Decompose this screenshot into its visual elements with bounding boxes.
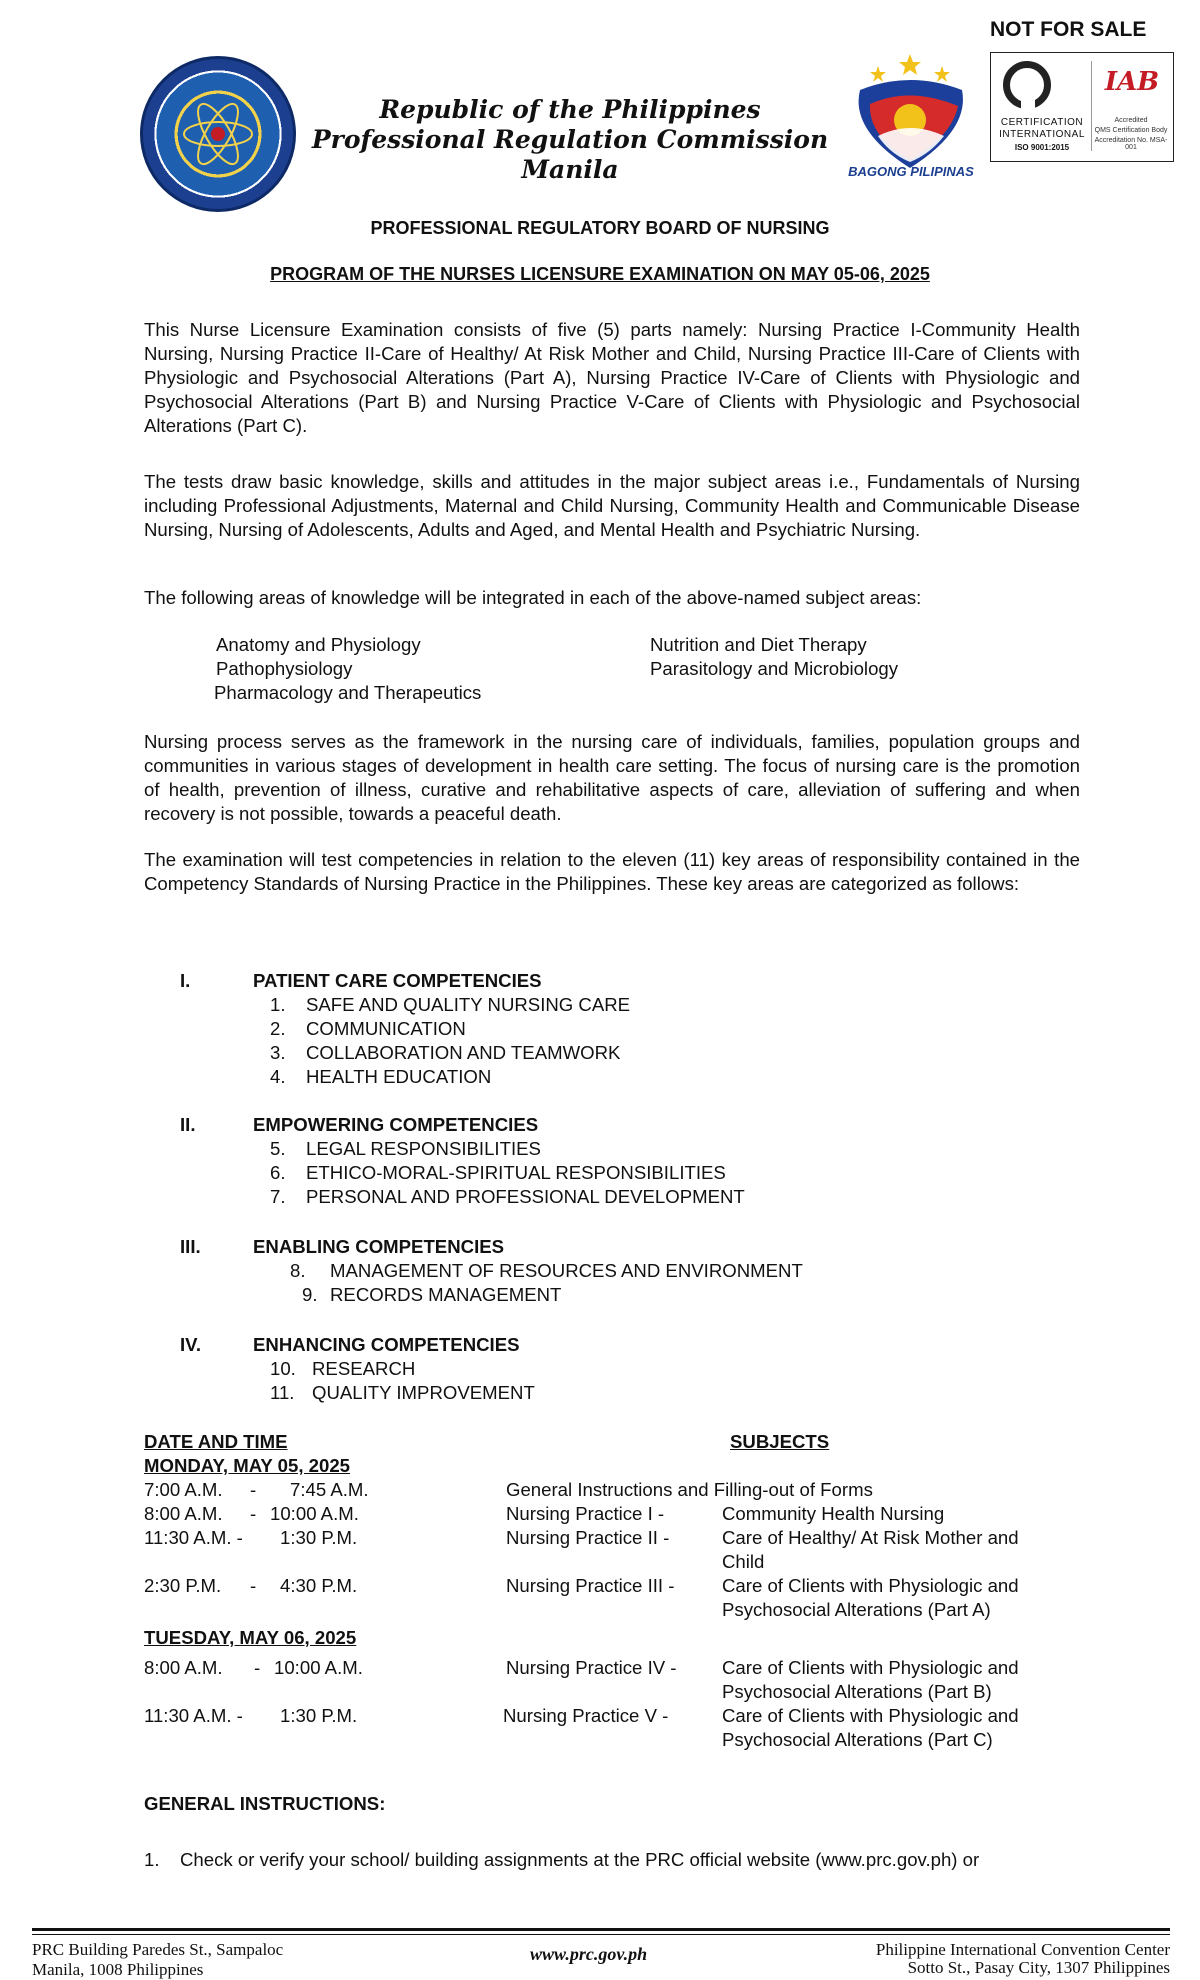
subjects-header: SUBJECTS [730, 1431, 830, 1452]
competency-numeral: I. [180, 970, 191, 991]
board-title: PROFESSIONAL REGULATORY BOARD OF NURSING [370, 218, 830, 238]
competency-item-number: 4. [270, 1066, 286, 1087]
knowledge-area-item: Anatomy and Physiology [216, 634, 421, 655]
footer-address-right-1: Philippine International Convention Center [875, 1940, 1170, 1959]
subject-description: Care of Healthy/ At Risk Mother and [722, 1527, 1019, 1548]
time-separator: - [250, 1479, 257, 1500]
competency-item: PERSONAL AND PROFESSIONAL DEVELOPMENT [306, 1186, 745, 1207]
time-separator: - [254, 1657, 261, 1678]
iso-certification-badge [990, 52, 1174, 162]
knowledge-area-item: Pharmacology and Therapeutics [214, 682, 482, 703]
day-1-heading: MONDAY, MAY 05, 2025 [144, 1455, 351, 1476]
competency-category: ENABLING COMPETENCIES [253, 1236, 505, 1257]
footer-address-left-1: PRC Building Paredes St., Sampaloc [32, 1940, 284, 1959]
competency-item-number: 7. [270, 1186, 286, 1207]
time-end: 7:45 A.M. [290, 1479, 369, 1500]
subject-description-cont: Psychosocial Alterations (Part B) [722, 1681, 992, 1702]
subject-description: Care of Clients with Physiologic and [722, 1705, 1019, 1726]
competency-item: SAFE AND QUALITY NURSING CARE [306, 994, 631, 1015]
header-title-block [300, 95, 840, 185]
footer-rule [32, 1928, 1170, 1931]
competency-numeral: II. [180, 1114, 196, 1135]
iab-logo: IAB [1104, 67, 1160, 97]
competency-item: HEALTH EDUCATION [306, 1066, 492, 1087]
competency-category: EMPOWERING COMPETENCIES [253, 1114, 539, 1135]
iab-qms: QMS Certification Body [1094, 127, 1168, 134]
time-end: 10:00 A.M. [270, 1503, 359, 1524]
subject-description-cont: Psychosocial Alterations (Part C) [722, 1729, 993, 1750]
time-start: 2:30 P.M. [144, 1575, 222, 1596]
footer-website-link[interactable]: www.prc.gov.ph [530, 1944, 648, 1964]
competency-item: COMMUNICATION [306, 1018, 466, 1039]
cert-line-1: CERTIFICATION [1000, 117, 1084, 128]
general-instructions-heading: GENERAL INSTRUCTIONS: [144, 1793, 386, 1814]
time-separator: - [250, 1503, 257, 1524]
subject-description-cont: Psychosocial Alterations (Part A) [722, 1599, 991, 1620]
time-end: 1:30 P.M. [280, 1705, 358, 1726]
competency-category: ENHANCING COMPETENCIES [253, 1334, 520, 1355]
subject-description: Care of Clients with Physiologic and [722, 1657, 1019, 1678]
subject-name: Nursing Practice IV - [506, 1657, 677, 1678]
header-line-manila: Manila [521, 155, 619, 184]
time-start: 8:00 A.M. [144, 1503, 223, 1524]
competency-item: ETHICO-MORAL-SPIRITUAL RESPONSIBILITIES [306, 1162, 726, 1183]
competency-item: LEGAL RESPONSIBILITIES [306, 1138, 541, 1159]
time-end: 4:30 P.M. [280, 1575, 358, 1596]
competency-item-number: 1. [270, 994, 286, 1015]
time-end: 1:30 P.M. [280, 1527, 358, 1548]
competency-item: QUALITY IMPROVEMENT [312, 1382, 535, 1403]
competency-intro-paragraph: The examination will test competencies in relation to the eleven (11) key areas of responsibility contained in the Competency Standards of Nursing Practice in the Philippines. These key areas are categorized as follows: [144, 849, 1080, 894]
subject-name: Nursing Practice I - [506, 1503, 665, 1524]
instruction-item: Check or verify your school/ building assignments at the PRC official website (www.prc.gov.ph) or [180, 1849, 980, 1870]
competency-item: RESEARCH [312, 1358, 416, 1379]
cert-line-2: INTERNATIONAL [999, 129, 1085, 140]
header-line-republic: Republic of the Philippines [379, 95, 761, 124]
date-time-header: DATE AND TIME [144, 1431, 288, 1452]
footer-address-left-2: Manila, 1008 Philippines [32, 1960, 204, 1979]
time-start: 11:30 A.M. - [144, 1705, 243, 1726]
competency-item: MANAGEMENT OF RESOURCES AND ENVIRONMENT [330, 1260, 803, 1281]
not-for-sale-label: NOT FOR SALE [990, 18, 1147, 41]
iab-accreditation-no: Accreditation No. MSA-001 [1094, 137, 1168, 151]
cert-iso-label: ISO 9001:2015 [1014, 143, 1070, 152]
program-title: PROGRAM OF THE NURSES LICENSURE EXAMINATION ON MAY 05-06, 2025 [270, 264, 930, 284]
day-2-heading: TUESDAY, MAY 06, 2025 [144, 1627, 357, 1648]
subject-description: Community Health Nursing [722, 1503, 945, 1524]
competency-item-number: 2. [270, 1018, 286, 1039]
seal-emblem-icon [143, 59, 293, 209]
knowledge-area-item: Parasitology and Microbiology [650, 658, 899, 679]
time-separator: - [250, 1575, 257, 1596]
subject-name: Nursing Practice III - [506, 1575, 675, 1596]
competency-item-number: 10. [270, 1358, 296, 1379]
competency-item-number: 8. [290, 1260, 306, 1281]
time-start: 8:00 A.M. [144, 1657, 223, 1678]
subject-areas-paragraph: The tests draw basic knowledge, skills and attitudes in the major subject areas i.e., Fundamentals of Nursing including Professional Adjustments, Maternal and Child Nursing, Community Health and Communicable Disease Nursing, Nursing of Adolescents, Adults and Aged, and Mental Health and Psychiatric Nursing. [144, 471, 1080, 540]
subject-description: Care of Clients with Physiologic and [722, 1575, 1019, 1596]
competency-item: COLLABORATION AND TEAMWORK [306, 1042, 621, 1063]
footer-address-right-2: Sotto St., Pasay City, 1307 Philippines [907, 1958, 1170, 1977]
header-line-prc: Professional Regulation Commission [311, 125, 829, 154]
competency-category: PATIENT CARE COMPETENCIES [253, 970, 542, 991]
footer-rule-thin [32, 1934, 1170, 1935]
time-start: 7:00 A.M. [144, 1479, 223, 1500]
bagong-pilipinas-caption: BAGONG PILIPINAS [848, 164, 974, 179]
subject-name: Nursing Practice V - [503, 1705, 669, 1726]
competency-item-number: 11. [270, 1382, 295, 1403]
knowledge-areas-intro: The following areas of knowledge will be integrated in each of the above-named subject areas: [144, 587, 922, 608]
nursing-process-paragraph: Nursing process serves as the framework in the nursing care of individuals, families, population groups and communities in various stages of development in health care setting. The focus of nursing care is the promotion of health, prevention of illness, curative and rehabilitative aspects of care, alleviation of suffering and when recovery is not possible, towards a peaceful death. [144, 731, 1080, 824]
competency-item: RECORDS MANAGEMENT [330, 1284, 562, 1305]
intro-paragraph: This Nurse Licensure Examination consists of five (5) parts namely: Nursing Practice I-Community Health Nursing, Nursing Practice II-Care of Healthy/ At Risk Mother and Child, Nursing Practice III-Care of Clients with Physiologic and Psychosocial Alterations (Part A), Nursing Practice IV-Care of Clients with Physiologic and Psychosocial Alterations (Part B) and Nursing Practice V-Care of Clients with Physiologic and Psychosocial Alterations (Part C). [144, 319, 1080, 436]
knowledge-area-item: Nutrition and Diet Therapy [650, 634, 867, 655]
time-start: 11:30 A.M. - [144, 1527, 243, 1548]
competency-item-number: 5. [270, 1138, 286, 1159]
prc-seal-logo [140, 56, 296, 212]
competency-item-number: 3. [270, 1042, 286, 1063]
competency-numeral: III. [180, 1236, 201, 1257]
subject-name: General Instructions and Filling-out of Forms [506, 1479, 873, 1500]
competency-item-number: 9. [302, 1284, 318, 1305]
instruction-number: 1. [144, 1849, 160, 1870]
time-end: 10:00 A.M. [274, 1657, 363, 1678]
knowledge-area-item: Pathophysiology [216, 658, 353, 679]
iab-accredited: Accredited [1114, 117, 1148, 124]
subject-description-cont: Child [722, 1551, 765, 1572]
competency-numeral: IV. [180, 1334, 202, 1355]
subject-name: Nursing Practice II - [506, 1527, 670, 1548]
competency-item-number: 6. [270, 1162, 286, 1183]
